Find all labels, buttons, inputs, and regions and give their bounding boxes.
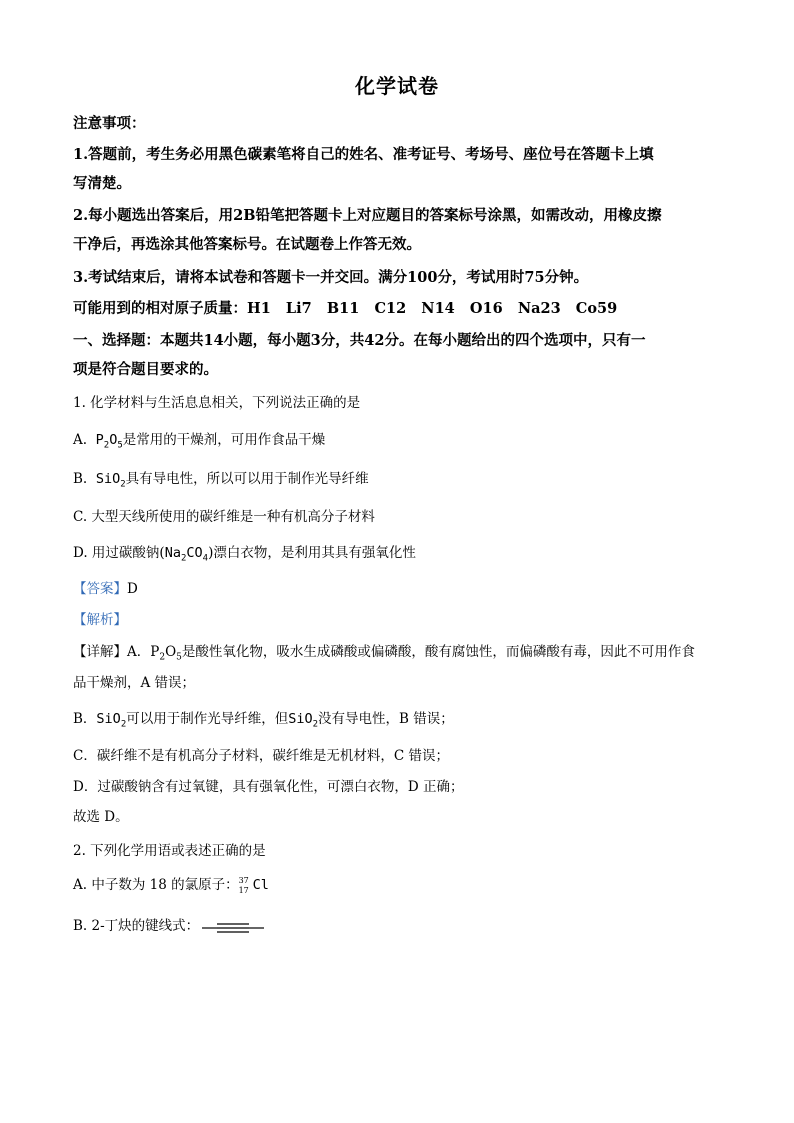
detail-b: B．SiO$_2$可以用于制作光导纤维，但SiO$_2$没有导电性，B 错误； xyxy=(73,711,454,730)
notice-item-1-line-2: 写清楚。 xyxy=(73,175,131,192)
notice-item-1-line-1: 1.答题前，考生务必用黑色碳素笔将自己的姓名、准考证号、考场号、座位号在答题卡上填 xyxy=(73,146,654,163)
atomic-number: 17 xyxy=(238,885,249,895)
option-a-label: A. xyxy=(73,432,88,448)
formula-p2o5: $P_2O_5$ xyxy=(95,432,123,451)
2-butyne-skeletal-formula xyxy=(201,921,265,933)
question-1-option-c: C. 大型天线所使用的碳纤维是一种有机高分子材料 xyxy=(73,509,375,525)
detail-c: C．碳纤维不是有机高分子材料，碳纤维是无机材料，C 错误； xyxy=(73,748,449,764)
section-heading-line-2: 项是符合题目要求的。 xyxy=(73,361,218,378)
atomic-masses: 可能用到的相对原子质量：H1 Li7 B11 C12 N14 O16 Na23 Co59 xyxy=(73,300,618,317)
detail-a-line-2: 品干燥剂，A 错误； xyxy=(73,675,196,691)
detail-a-line-1: 【详解】A．$P_2O_5$是酸性氧化物，吸水生成磷酸或偏磷酸，酸有腐蚀性，而偏磷酸有毒，因此不可用作食 xyxy=(73,644,695,663)
page-title: 化学试卷 xyxy=(355,74,439,98)
conclusion: 故选 D。 xyxy=(73,809,129,825)
question-1-option-d xyxy=(73,541,416,564)
question-2-option-a xyxy=(73,873,269,893)
section-heading-line-1: 一、选择题：本题共14小题，每小题3分，共42分。在每小题给出的四个选项中，只有一 xyxy=(73,332,646,349)
formula-sio2: SiO$_2$ xyxy=(96,711,127,730)
option-b-label: B. xyxy=(73,471,88,487)
option-b-text: B. 2-丁炔的键线式： xyxy=(73,918,200,934)
option-a-text: 是常用的干燥剂，可用作食品干燥 xyxy=(122,432,326,448)
question-2-option-b xyxy=(73,914,265,934)
answer-row xyxy=(73,577,138,597)
option-b-text: 具有导电性，所以可以用于制作光导纤维 xyxy=(125,471,369,487)
formula-sio2: SiO$_2$ xyxy=(288,711,319,730)
answer-value: D xyxy=(127,581,138,597)
question-1-option-b xyxy=(73,467,369,490)
detail-tag: 【详解】 xyxy=(73,644,127,660)
notice-item-3: 3.考试结束后，请将本试卷和答题卡一并交回。满分100分，考试用时75分钟。 xyxy=(73,269,589,286)
question-1-stem: 1. 化学材料与生活息息相关，下列说法正确的是 xyxy=(73,395,361,411)
question-2-stem: 2. 下列化学用语或表述正确的是 xyxy=(73,843,266,859)
notice-heading: 注意事项： xyxy=(73,115,146,132)
chlorine-isotope-notation xyxy=(238,875,253,895)
option-a-text: A. 中子数为 18 的氯原子： xyxy=(73,877,239,893)
notice-item-2-line-1: 2.每小题选出答案后，用2B铅笔把答题卡上对应题目的答案标号涂黑，如需改动，用橡皮擦 xyxy=(73,207,662,224)
notice-item-2-line-2: 干净后，再选涂其他答案标号。在试题卷上作答无效。 xyxy=(73,236,421,253)
detail-d: D．过碳酸钠含有过氧键，具有强氧化性，可漂白衣物，D 正确； xyxy=(73,779,464,795)
option-d-label: D. 用过碳酸钠( xyxy=(73,545,165,561)
mass-number: 37 xyxy=(238,875,249,885)
formula-na2co4: $Na_2CO_4$ xyxy=(164,545,209,564)
question-1-option-a xyxy=(73,428,326,451)
element-symbol: Cl xyxy=(252,877,269,893)
analysis-tag: 【解析】 xyxy=(73,612,127,628)
option-d-text: )漂白衣物，是利用其具有强氧化性 xyxy=(208,545,416,561)
answer-tag: 【答案】 xyxy=(73,581,127,597)
formula-sio2: SiO$_2$ xyxy=(95,471,126,490)
